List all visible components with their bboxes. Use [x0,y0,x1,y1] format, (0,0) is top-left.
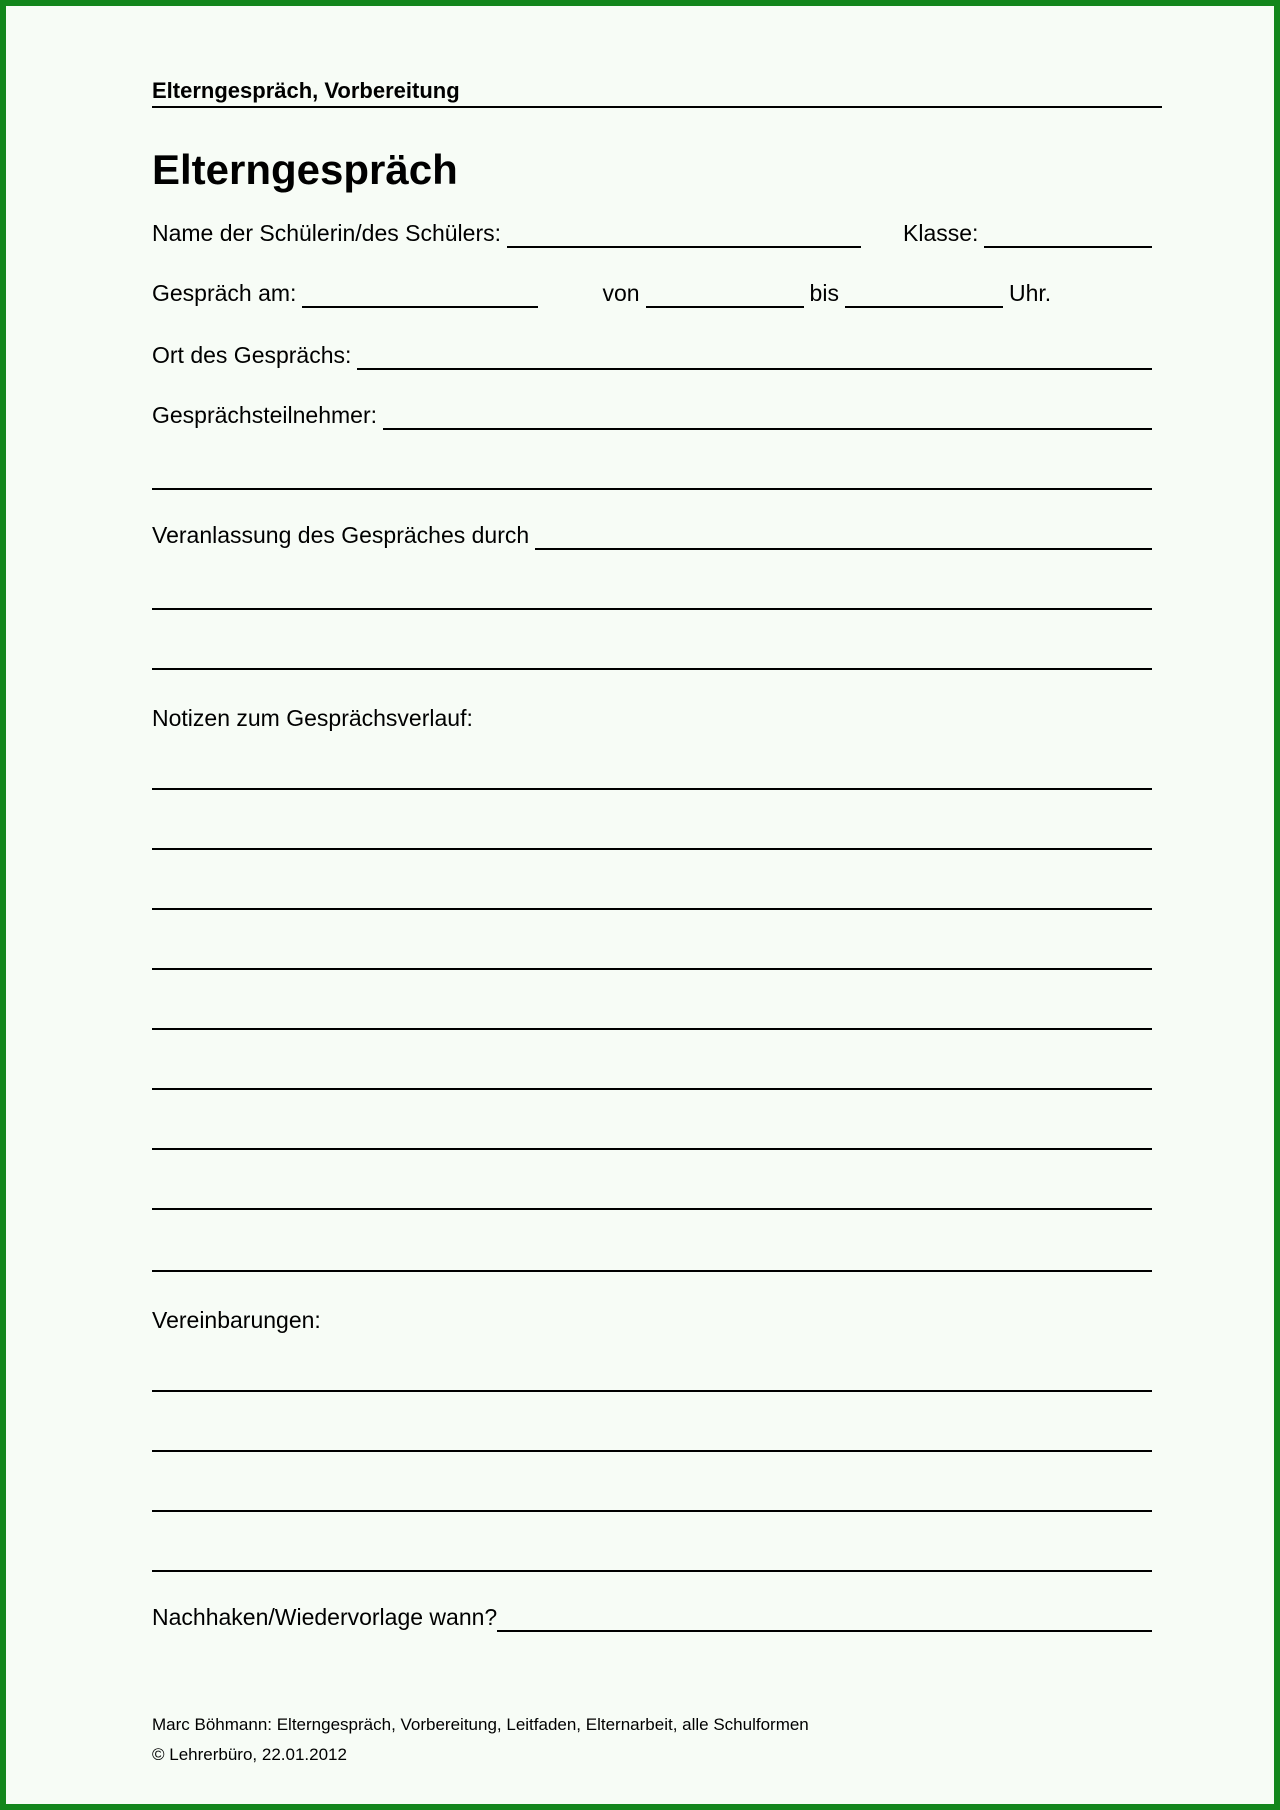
participants-field[interactable] [383,402,1152,430]
notes-line[interactable] [152,1028,1152,1030]
followup-row [152,1598,1152,1632]
student-name-label: Name der Schülerin/des Schülers: [152,220,501,246]
to-label: bis [809,280,839,306]
date-field[interactable] [302,280,538,308]
notes-label: Notizen zum Gesprächsverlauf: [152,705,473,731]
student-row [152,214,1152,248]
participants-row [152,396,1152,430]
cause-label: Veranlassung des Gespräches durch [152,522,530,548]
to-time-field[interactable] [845,280,1003,308]
notes-line[interactable] [152,848,1152,850]
cause-line-3[interactable] [152,668,1152,670]
student-name-field[interactable] [507,220,861,248]
from-label: von [602,280,640,306]
agreements-label: Vereinbarungen: [152,1307,321,1333]
class-field[interactable] [984,220,1152,248]
notes-line[interactable] [152,968,1152,970]
agreements-line[interactable] [152,1390,1152,1392]
notes-line[interactable] [152,1088,1152,1090]
date-label: Gespräch am: [152,280,297,306]
cause-field[interactable] [535,522,1152,550]
followup-field[interactable] [497,1604,1152,1632]
from-time-field[interactable] [646,280,804,308]
watermark [42,1752,46,1767]
notes-line[interactable] [152,908,1152,910]
participants-line-2[interactable] [152,488,1152,490]
agreements-line[interactable] [152,1510,1152,1512]
agreements-line[interactable] [152,1450,1152,1452]
participants-label: Gesprächsteilnehmer: [152,402,377,428]
location-field[interactable] [357,342,1152,370]
cause-row [152,516,1152,550]
form-page [152,0,1162,1810]
agreements-line[interactable] [152,1570,1152,1572]
footer-copyright: © Lehrerbüro, 22.01.2012 [152,1745,347,1764]
followup-label: Nachhaken/Wiedervorlage wann? [152,1604,498,1630]
class-label: Klasse: [903,220,979,246]
cause-line-2[interactable] [152,608,1152,610]
notes-line[interactable] [152,788,1152,790]
location-row [152,336,1152,370]
time-suffix: Uhr. [1008,280,1052,306]
notes-line[interactable] [152,1270,1152,1272]
notes-line[interactable] [152,1208,1152,1210]
location-label: Ort des Gesprächs: [152,342,352,368]
date-row [152,274,1152,308]
running-header: Elterngespräch, Vorbereitung [152,78,1162,108]
footer-citation: Marc Böhmann: Elterngespräch, Vorbereitung, Leitfaden, Elternarbeit, alle Schulformen [152,1715,809,1734]
notes-line[interactable] [152,1148,1152,1150]
page-title: Elterngespräch [152,146,458,193]
